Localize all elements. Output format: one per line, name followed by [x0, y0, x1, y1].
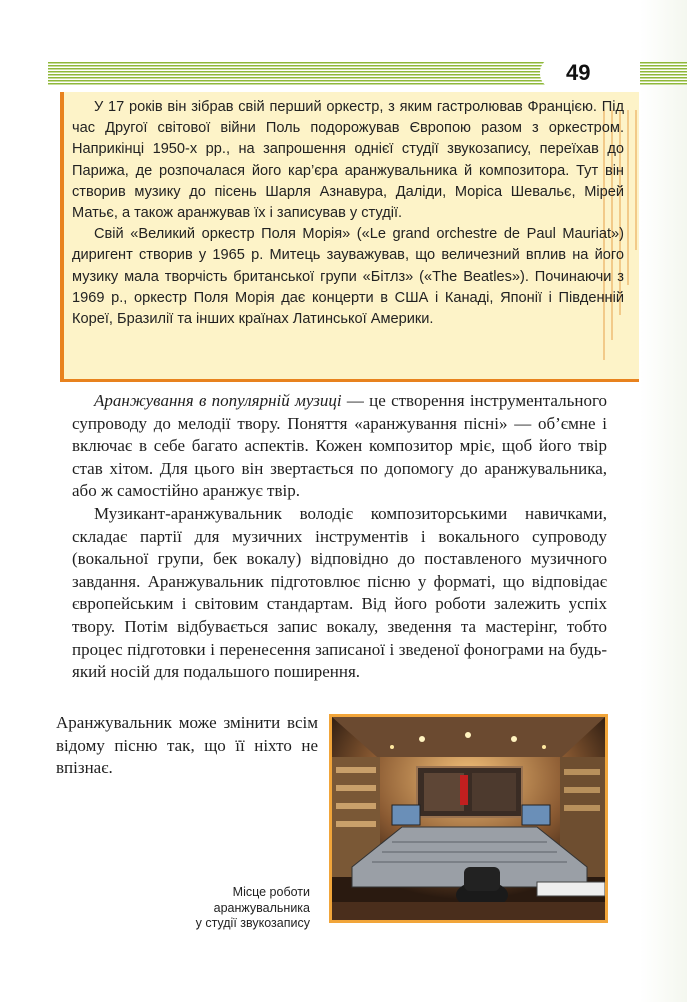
main-text: [72, 390, 607, 684]
paragraph-arranger-skills: Музикант-аранжувальник володіє композиторськими навичками, складає партії для музичних інструментів і вокального супроводу (вокальної групи, бек вокалу) відповідно до поставленого музичного завдання. Аранжувальник підготовлює пісню у форматі, що відповідає європейським і світовим стандартам. Від його роботи залежить успіх твору. Потім відбувається запис вокалу, зведення та мастерінг, тобто процес підготовки і перенесення записаної і зведеної фонограми на будь-який носій для подальшого поширення.: [72, 503, 607, 682]
caption-line-2: аранжувальника: [213, 900, 310, 915]
studio-illustration: [332, 717, 605, 920]
info-box-bottom-rule: [60, 379, 639, 382]
term-arrangement: Аранжування в популярній музиці: [94, 391, 342, 410]
recording-studio-photo: [329, 714, 608, 923]
paragraph-arranger-change: [56, 712, 318, 780]
page-number: 49: [566, 60, 591, 85]
paragraph-3: Аранжувальник може змінити всім відому пісню так, що її ніхто не впізнає.: [56, 713, 318, 778]
photo-caption: [150, 885, 310, 932]
paragraph-arrangement-definition: [72, 390, 607, 503]
info-box-text: [72, 97, 624, 330]
caption-line-3: у студії звукозапису: [195, 916, 310, 930]
page-edge-band: [640, 0, 687, 1002]
paragraph-1-rest: — це створення інструментального супроводу до мелодії твору. Поняття «аранжування пісні» — об’ємне і включає в себе багато аспектів. Кожен композитор мріє, щоб його твір став хітом. Для цього він звертається по допомогу до аранжувальника, або ж самостійно аранжує твір.: [72, 391, 607, 501]
info-box-left-rule: [60, 92, 64, 382]
caption-line-1: Місце роботи: [232, 885, 310, 899]
info-paragraph-1: У 17 років він зібрав свій перший оркестр, з яким гастролював Францією. Під час Другої світової війни Поль подорожував Європою разом з оркестром. Наприкінці 1950-х рр., на запрошення однієї студії звукозапису, переїхав до Парижа, де розпочалася його кар’єра аранжувальника й композитора. Тут він створив музику до пісень Шарля Азнавура, Даліди, Моріса Шевальє, Мірей Матьє, а також аранжував їх і записував у студії.: [72, 99, 624, 222]
info-paragraph-2: Свій «Великий оркестр Поля Морія» («Le grand orchestre de Paul Mauriat») диригент створив у 1965 р. Митець зауважував, що величезний вплив на його музику мала творчість британської групи «Бітлз» («The Beatles»). Починаючи з 1969 р., оркестр Поля Морія дає концерти в США і Канаді, Японії і Південній Кореї, Бразилії та інших країнах Латинської Америки.: [72, 226, 624, 328]
